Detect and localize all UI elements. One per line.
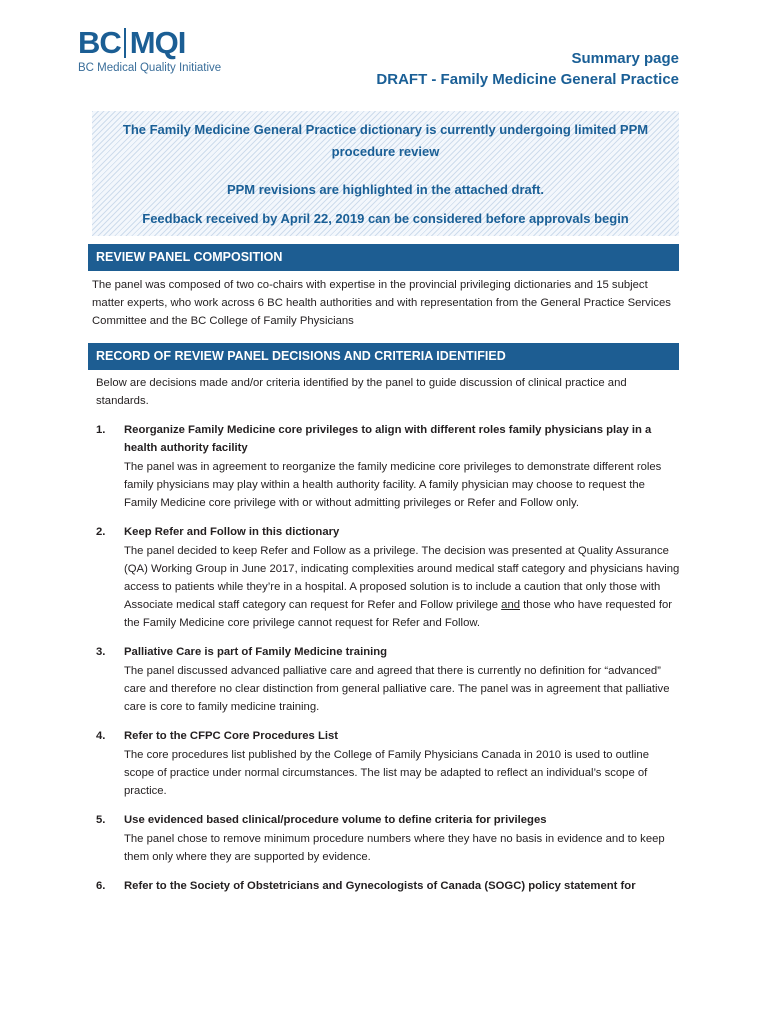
item-body: The panel chose to remove minimum procedure numbers where they have no basis in evidence and to keep them only where they are supported by evidence.: [124, 833, 665, 863]
logo-bc-text: BC: [78, 25, 121, 60]
page-subtitle: DRAFT - Family Medicine General Practice: [376, 71, 679, 88]
logo-divider: [124, 28, 126, 58]
item-number: 4.: [96, 730, 106, 742]
list-item: [96, 643, 680, 716]
item-body-part: those who have requested for the Family Medicine core privilege cannot request for Refer and Follow.: [124, 599, 673, 629]
panel-composition-text: The panel was composed of two co-chairs with expertise in the provincial privileging dictionaries and 15 subject matter experts, who work across 6 BC health authorities and with representation from the General Practice Services Committee and the BC College of Family Physicians: [92, 279, 671, 327]
item-heading: Use evidenced based clinical/procedure volume to define criteria for privileges: [124, 814, 547, 826]
list-item: [96, 523, 680, 632]
item-heading: Refer to the CFPC Core Procedures List: [124, 730, 339, 742]
logo-subtitle: BC Medical Quality Initiative: [78, 62, 222, 74]
item-body: The panel discussed advanced palliative care and agreed that there is currently no definition for “advanced” care and therefore no clear distinction from general palliative care. The panel was in agreement that palliative care is core to family medicine training.: [124, 665, 670, 713]
bcmqi-logo: [78, 26, 238, 78]
logo-mqi-text: MQI: [129, 25, 186, 60]
section-heading-record: RECORD OF REVIEW PANEL DECISIONS AND CRITERIA IDENTIFIED: [88, 343, 679, 370]
logo-mark: [78, 26, 238, 60]
list-item: [96, 877, 680, 895]
item-number: 6.: [96, 880, 106, 892]
notice-line-1: The Family Medicine General Practice dictionary is currently undergoing limited PPM procedure review: [122, 122, 649, 159]
item-heading: Palliative Care is part of Family Medicine training: [124, 646, 388, 658]
item-body: [124, 542, 680, 632]
list-item: [96, 811, 680, 866]
list-item: [96, 421, 680, 512]
item-heading: Keep Refer and Follow in this dictionary: [124, 526, 340, 538]
item-number: 2.: [96, 526, 106, 538]
page-header: [376, 48, 679, 90]
record-intro-text: Below are decisions made and/or criteria identified by the panel to guide discussion of clinical practice and standards.: [96, 377, 627, 407]
item-heading: Refer to the Society of Obstetricians and Gynecologists of Canada (SOGC) policy statement for: [124, 880, 636, 892]
item-heading: Reorganize Family Medicine core privileges to align with different roles family physicians play in a health authority facility: [124, 424, 652, 454]
item-body: The core procedures list published by the College of Family Physicians Canada in 2010 is used to outline scope of practice under normal circumstances. The list may be adapted to reflect an individual’s scope of practice.: [124, 749, 649, 797]
item-number: 1.: [96, 424, 106, 436]
list-item: [96, 727, 680, 800]
item-body-part: The panel decided to keep Refer and Follow as a privilege. The decision was presented at Quality Assurance (QA) Working Group in June 2017, indicating complexities around medical staff category and physicians having access to patients while they’re in a hospital. A proposed solution is to include a caution that only those with Associate medical staff category can request for Refer and Follow privilege: [124, 545, 680, 611]
notice-line-3: Feedback received by April 22, 2019 can be considered before approvals begin: [142, 211, 629, 226]
item-number: 3.: [96, 646, 106, 658]
notice-line-2: PPM revisions are highlighted in the attached draft.: [226, 182, 545, 197]
section-heading-panel-composition: REVIEW PANEL COMPOSITION: [88, 244, 679, 271]
item-number: 5.: [96, 814, 106, 826]
item-body-underlined: and: [501, 599, 521, 611]
decisions-list: [96, 421, 680, 906]
review-notice-box: [92, 111, 679, 236]
page-title: Summary page: [571, 50, 679, 67]
item-body: The panel was in agreement to reorganize the family medicine core privileges to demonstrate different roles family physicians may play within a health authority facility. A family physician may choose to request the Family Medicine core privilege with or without admitting privileges or Refer and Follow only.: [124, 461, 662, 509]
